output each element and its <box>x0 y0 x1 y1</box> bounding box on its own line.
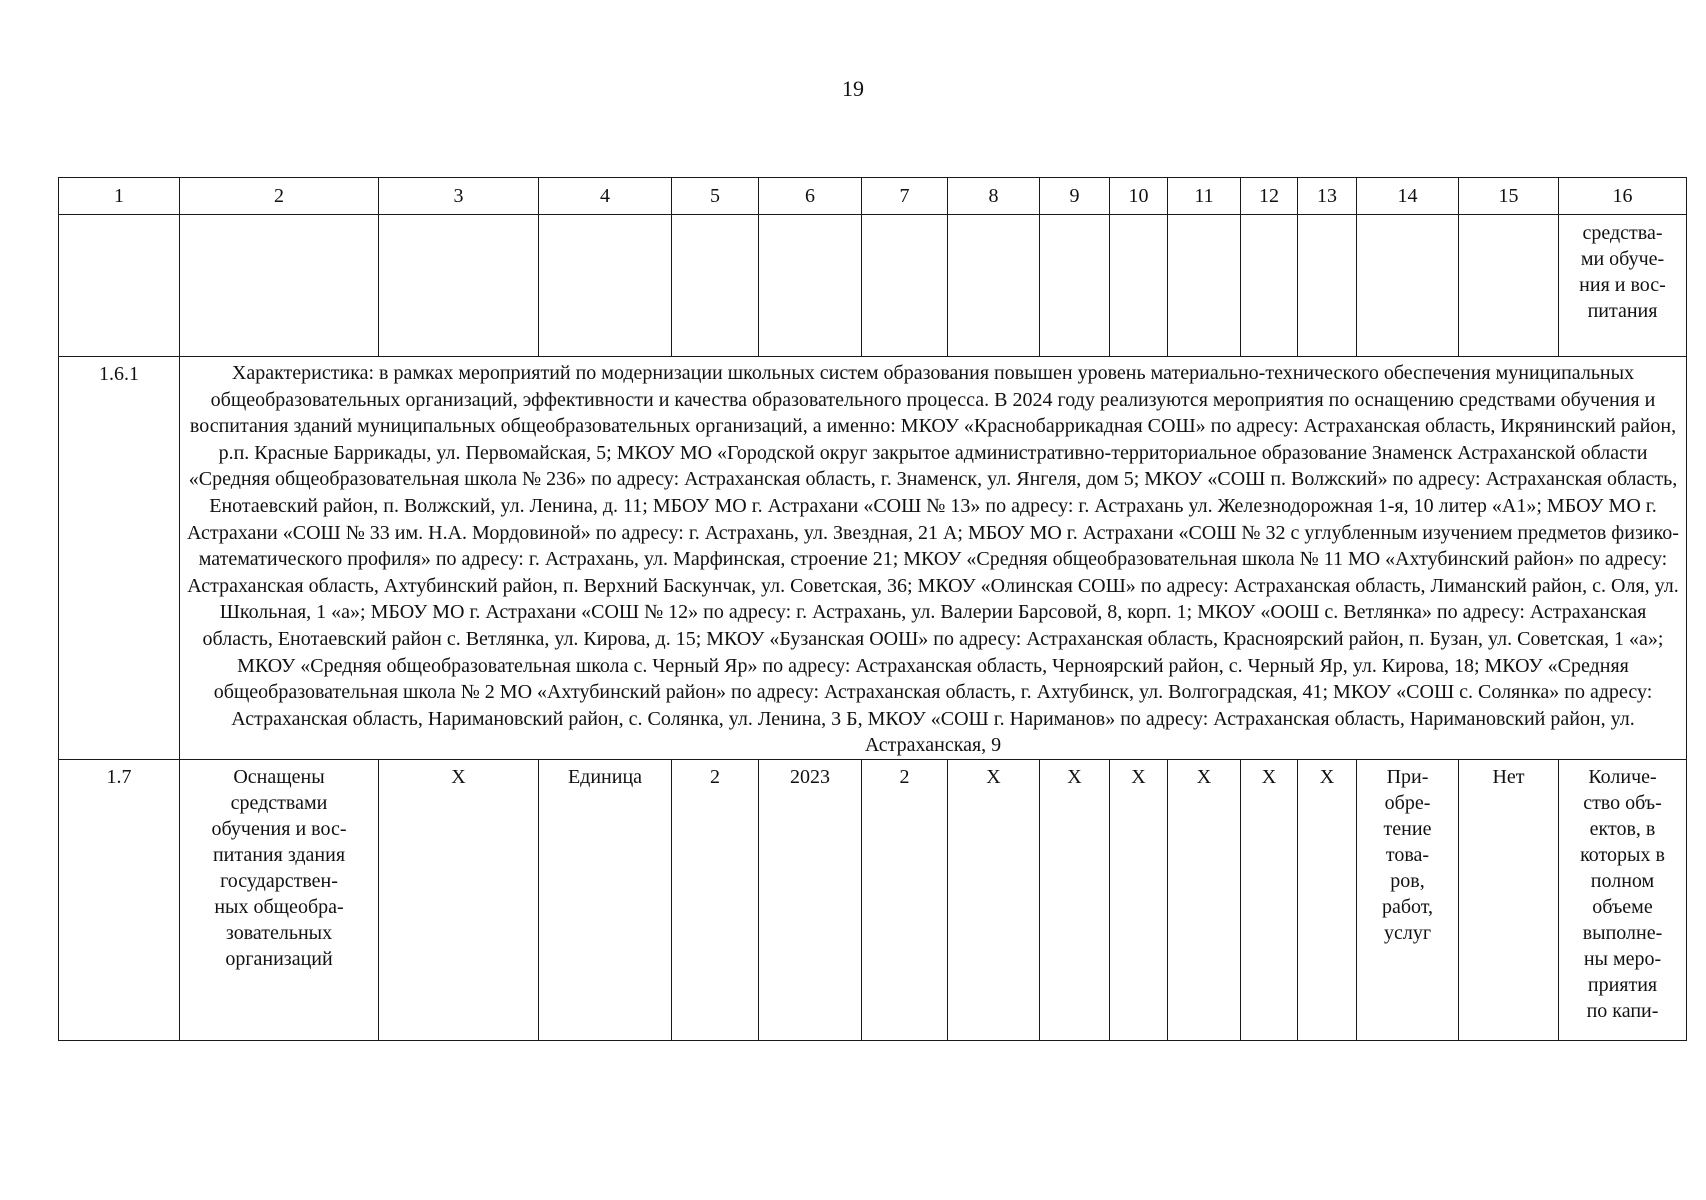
cell-line: по капи- <box>1586 999 1659 1022</box>
cell-col12: Х <box>1241 759 1298 1040</box>
empty-cell <box>1168 215 1241 357</box>
column-number: 15 <box>1459 178 1559 215</box>
empty-cell <box>1241 215 1298 357</box>
empty-cell <box>180 215 379 357</box>
cell-col7: 2 <box>862 759 948 1040</box>
cell-line: ми обуче- <box>1580 248 1665 270</box>
continuation-indicator-cell <box>1559 215 1687 357</box>
row-number: 1.7 <box>59 759 180 1040</box>
cell-col9: Х <box>1040 759 1110 1040</box>
column-number: 10 <box>1110 178 1168 215</box>
column-number: 8 <box>948 178 1040 215</box>
empty-cell <box>1459 215 1559 357</box>
cell-col3: Х <box>379 759 539 1040</box>
row-number: 1.6.1 <box>59 357 180 760</box>
cell-line: которых в <box>1580 843 1665 866</box>
continuation-row <box>59 215 1687 357</box>
unit-cell: Единица <box>539 759 672 1040</box>
cell-line: средства- <box>1582 222 1663 244</box>
empty-cell <box>862 215 948 357</box>
empty-cell <box>759 215 862 357</box>
column-number: 5 <box>672 178 759 215</box>
column-number: 6 <box>759 178 862 215</box>
cell-line: ров, <box>1390 869 1425 892</box>
column-number: 7 <box>862 178 948 215</box>
cell-col5: 2 <box>672 759 759 1040</box>
empty-cell <box>672 215 759 357</box>
empty-cell <box>59 215 180 357</box>
cell-line: работ, <box>1381 895 1434 918</box>
column-number-row <box>59 178 1687 215</box>
cell-line: услуг <box>1383 921 1432 944</box>
cell-line: организаций <box>225 947 333 970</box>
cell-line: зовательных <box>225 921 333 944</box>
cell-line: това- <box>1385 843 1430 866</box>
cell-line: Количе- <box>1588 765 1657 788</box>
cell-line: питания здания <box>212 843 346 866</box>
cell-line: приятия <box>1587 973 1658 996</box>
measures-table <box>58 177 1687 1041</box>
cell-line: обучения и вос- <box>211 817 347 840</box>
cell-line: ектов, в <box>1589 817 1656 840</box>
cell-line: выполне- <box>1582 921 1663 944</box>
cell-col11: Х <box>1168 759 1241 1040</box>
cell-line: обре- <box>1384 791 1431 814</box>
cell-line: ных общеобра- <box>214 895 344 918</box>
cell-line: государствен- <box>220 869 338 892</box>
cell-col10: Х <box>1110 759 1168 1040</box>
column-number: 11 <box>1168 178 1241 215</box>
column-number: 13 <box>1298 178 1357 215</box>
column-number: 16 <box>1559 178 1687 215</box>
cell-col15: Нет <box>1459 759 1559 1040</box>
empty-cell <box>539 215 672 357</box>
empty-cell <box>1110 215 1168 357</box>
type-cell <box>1357 759 1459 1040</box>
column-number: 4 <box>539 178 672 215</box>
cell-line: ство объ- <box>1583 791 1662 814</box>
column-number: 9 <box>1040 178 1110 215</box>
empty-cell <box>1298 215 1357 357</box>
cell-line: При- <box>1386 765 1429 788</box>
column-number: 1 <box>59 178 180 215</box>
empty-cell <box>379 215 539 357</box>
column-number: 2 <box>180 178 379 215</box>
column-number: 12 <box>1241 178 1298 215</box>
column-number: 14 <box>1357 178 1459 215</box>
cell-line: полном <box>1590 869 1655 892</box>
cell-col13: Х <box>1298 759 1357 1040</box>
cell-line: средствами <box>230 791 328 814</box>
cell-line: питания <box>1587 300 1658 322</box>
cell-line: тение <box>1383 817 1432 840</box>
characteristic-text: Характеристика: в рамках мероприятий по модернизации школьных систем образования повышен уровень материально-технического обеспечения муниципальных общеобразовательных организаций, эффективности и качества образовательного процесса. В 2024 году реализуются мероприятия по оснащению средствами обучения и воспитания зданий муниципальных общеобразовательных организаций, а именно: МКОУ «Краснобаррикадная СОШ» по адресу: Астраханская область, Икрянинский район, р.п. Красные Баррикады, ул. Первомайская, 5; МКОУ МО «Городской округ закрытое административно-территориальное образование Знаменск Астраханской области «Средняя общеобразовательная школа № 236» по адресу: Астраханская область, г. Знаменск, ул. Янгеля, дом 5; МКОУ «СОШ п. Волжский» по адресу: Астраханская область, Енотаевский район, п. Волжский, ул. Ленина, д. 11; МБОУ МО г. Астрахани «СОШ № 13» по адресу: г. Астрахань ул. Железнодорожная 1-я, 10 литер «А1»; МБОУ МО г. Астрахани «СОШ № 33 им. Н.А. Мордовиной» по адресу: г. Астрахань, ул. Звездная, 21 А; МБОУ МО г. Астрахани «СОШ № 32 с углубленным изучением предметов физико-математического профиля» по адресу: г. Астрахань, ул. Марфинская, строение 21; МКОУ «Средняя общеобразовательная школа № 11 МО «Ахтубинский район» по адресу: Астраханская область, Ахтубинский район, п. Верхний Баскунчак, ул. Советская, 36; МКОУ «Олинская СОШ» по адресу: Астраханская область, Лиманский район, с. Оля, ул. Школьная, 1 «а»; МБОУ МО г. Астрахани «СОШ № 12» по адресу: г. Астрахань, ул. Валерии Барсовой, 8, корп. 1; МКОУ «ООШ с. Ветлянка» по адресу: Астраханская область, Енотаевский район с. Ветлянка, ул. Кирова, д. 15; МКОУ «Бузанская ООШ» по адресу: Астраханская область, Красноярский район, п. Бузан, ул. Советская, 1 «а»; МКОУ «Средняя общеобразовательная школа с. Черный Яр» по адресу: Астраханская область, Черноярский район, с. Черный Яр, ул. Кирова, 18; МКОУ «Средняя общеобразовательная школа № 2 МО «Ахтубинский район» по адресу: Астраханская область, г. Ахтубинск, ул. Волгоградская, 41; МКОУ «СОШ с. Солянка» по адресу: Астраханская область, Наримановский район, с. Солянка, ул. Ленина, 3 Б, МКОУ «СОШ г. Нариманов» по адресу: Астраханская область, Наримановский район, ул. Астраханская, 9 <box>180 357 1687 760</box>
empty-cell <box>1357 215 1459 357</box>
empty-cell <box>1040 215 1110 357</box>
row-1-7 <box>59 759 1687 1040</box>
empty-cell <box>948 215 1040 357</box>
description-cell <box>1559 759 1687 1040</box>
cell-col8: Х <box>948 759 1040 1040</box>
row-1-6-1 <box>59 357 1687 760</box>
column-number: 3 <box>379 178 539 215</box>
year-cell: 2023 <box>759 759 862 1040</box>
page-number: 19 <box>842 76 864 101</box>
cell-line: ния и вос- <box>1579 274 1666 296</box>
cell-line: ны меро- <box>1583 947 1662 970</box>
indicator-name-cell <box>180 759 379 1040</box>
cell-line: Оснащены <box>233 765 325 788</box>
cell-line: объеме <box>1592 895 1653 918</box>
